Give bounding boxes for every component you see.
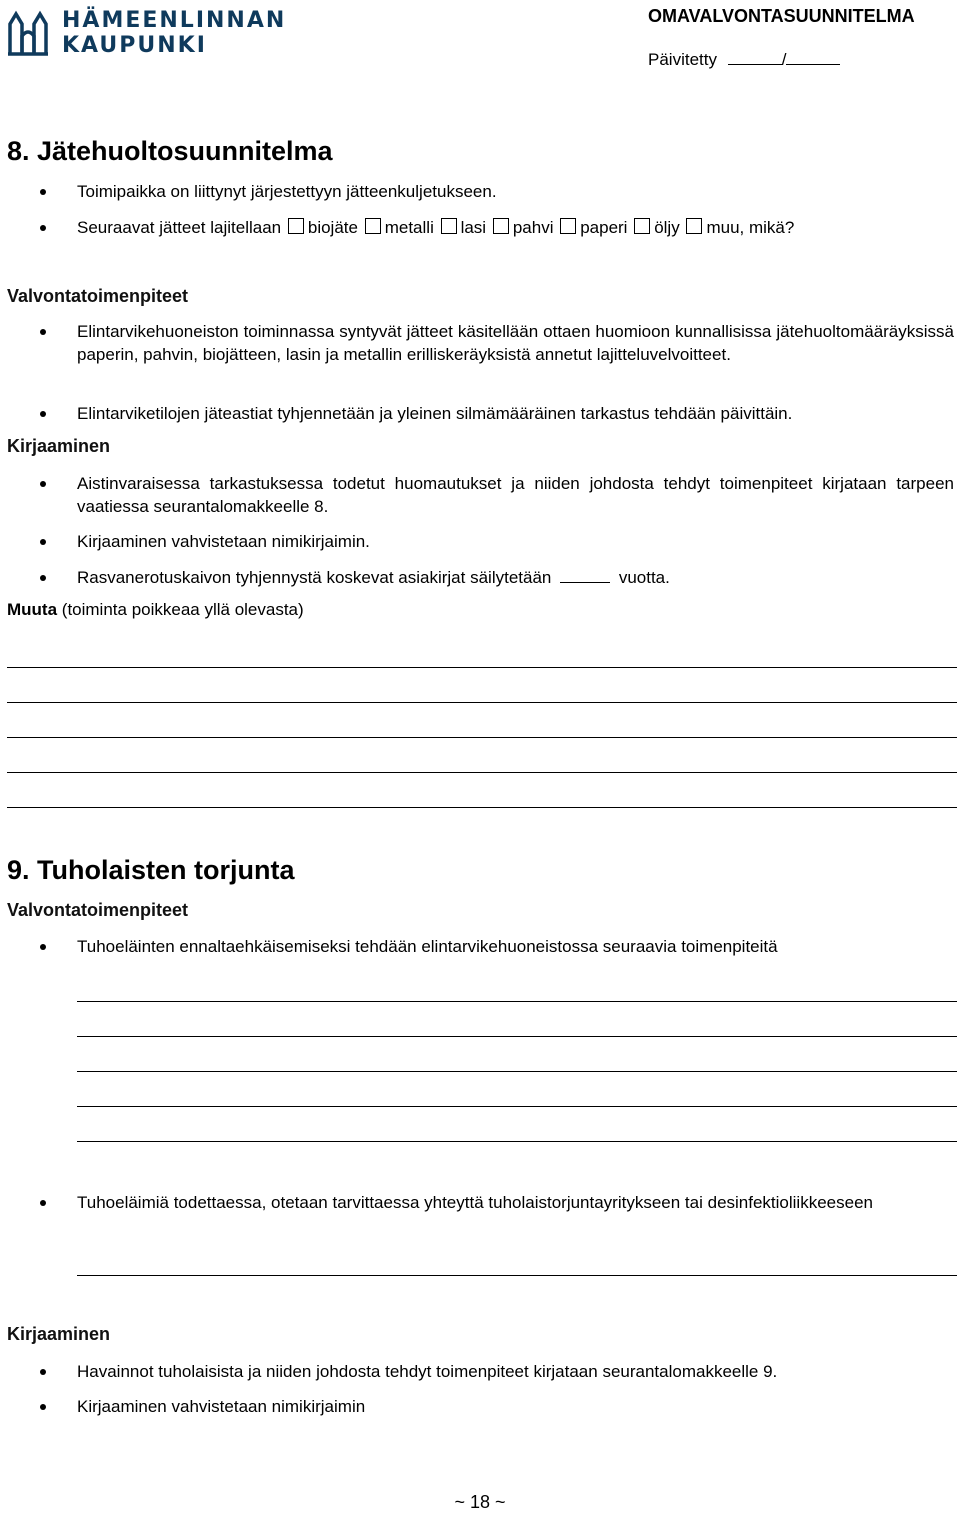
retention-suffix: vuotta. — [618, 568, 670, 587]
updated-date-line — [648, 50, 840, 70]
other-note: (toiminta poikkeaa yllä olevasta) — [61, 600, 304, 619]
other-heading-line — [7, 600, 304, 620]
list-item-text: Kirjaaminen vahvistetaan nimikirjaimin. — [77, 532, 370, 551]
write-line[interactable] — [77, 1106, 957, 1107]
list-item-text: Elintarvikehuoneiston toiminnassa syntyvät jätteet käsitellään ottaen huomioon kunnallisissa jätehuoltomääräyksissä paperin, pahvin, biojätteen, lasin ja metallin erilliskeräyksistä annetut lajitteluvelvoitteet. — [77, 322, 954, 364]
retention-prefix: Rasvanerotuskaivon tyhjennystä koskevat asiakirjat säilytetään — [77, 568, 552, 587]
record-heading: Kirjaaminen — [7, 436, 111, 456]
updated-blank-2[interactable] — [786, 50, 840, 65]
option-label: pahvi — [512, 218, 554, 237]
record-heading: Kirjaaminen — [7, 1324, 111, 1344]
write-line[interactable] — [77, 1275, 957, 1276]
write-line[interactable] — [77, 1001, 957, 1002]
checkbox-muu[interactable] — [686, 218, 702, 234]
write-line[interactable] — [7, 667, 957, 668]
checkbox-pahvi[interactable] — [493, 218, 509, 234]
bullet-icon — [40, 481, 46, 487]
list-item-text: Tuhoeläimiä todettaessa, otetaan tarvittaessa yhteyttä tuholaistorjuntayritykseen tai desinfektioliikkeeseen — [77, 1193, 873, 1212]
city-castle-logo-icon — [6, 6, 50, 56]
bullet-icon — [40, 225, 46, 231]
option-label: muu, mikä? — [706, 218, 795, 237]
bullet-icon — [40, 1404, 46, 1410]
other-heading: Muuta — [7, 600, 58, 619]
option-label: paperi — [580, 218, 628, 237]
page-number: ~ 18 ~ — [454, 1492, 506, 1512]
bullet-icon — [40, 944, 46, 950]
bullet-icon — [40, 189, 46, 195]
retention-years-blank[interactable] — [560, 568, 610, 583]
option-label: biojäte — [307, 218, 358, 237]
write-line[interactable] — [7, 737, 957, 738]
write-line[interactable] — [77, 1071, 957, 1072]
list-item-text: Havainnot tuholaisista ja niiden johdosta tehdyt toimenpiteet kirjataan seurantalomakkeelle 9. — [77, 1362, 778, 1381]
logo-line-2: KAUPUNKI — [62, 33, 207, 58]
document-title: OMAVALVONTASUUNNITELMA — [648, 6, 915, 26]
write-line[interactable] — [77, 1036, 957, 1037]
list-item-text: Tuhoeläinten ennaltaehkäisemiseksi tehdään elintarvikehuoneistossa seuraavia toimenpiteitä — [77, 937, 778, 956]
list-item-text: Toimipaikka on liittynyt järjestettyyn jätteenkuljetukseen. — [77, 182, 497, 201]
section-9-title: 9. Tuholaisten torjunta — [7, 855, 295, 885]
list-item-text: Kirjaaminen vahvistetaan nimikirjaimin — [77, 1397, 366, 1416]
bullet-icon — [40, 329, 46, 335]
section-8-title: 8. Jätehuoltosuunnitelma — [7, 136, 333, 166]
checkbox-metalli[interactable] — [365, 218, 381, 234]
updated-label: Päivitetty — [648, 50, 717, 69]
bullet-icon — [40, 539, 46, 545]
bullet-icon — [40, 411, 46, 417]
list-item-text: Aistinvaraisessa tarkastuksessa todetut huomautukset ja niiden johdosta tehdyt toimenpiteet kirjataan tarpeen vaatiessa seurantalomakkeelle 8. — [77, 474, 954, 516]
control-heading: Valvontatoimenpiteet — [7, 286, 189, 306]
option-label: metalli — [384, 218, 434, 237]
option-label: öljy — [654, 218, 680, 237]
updated-blank-1[interactable] — [728, 50, 782, 65]
logo-line-1: HÄMEENLINNAN — [62, 8, 287, 33]
write-line[interactable] — [7, 772, 957, 773]
bullet-icon — [40, 1200, 46, 1206]
retention-text — [77, 566, 670, 589]
bullet-icon — [40, 575, 46, 581]
city-logo-wordmark — [62, 8, 286, 58]
waste-sorting-prefix: Seuraavat jätteet lajitellaan — [77, 218, 282, 237]
bullet-icon — [40, 1369, 46, 1375]
write-line[interactable] — [77, 1141, 957, 1142]
waste-sorting-text — [77, 216, 794, 239]
option-label: lasi — [460, 218, 487, 237]
updated-separator: / — [781, 50, 787, 69]
write-line[interactable] — [7, 807, 957, 808]
checkbox-oljy[interactable] — [634, 218, 650, 234]
checkbox-lasi[interactable] — [441, 218, 457, 234]
write-line[interactable] — [7, 702, 957, 703]
checkbox-paperi[interactable] — [560, 218, 576, 234]
checkbox-biojate[interactable] — [288, 218, 304, 234]
list-item-text: Elintarviketilojen jäteastiat tyhjennetään ja yleinen silmämääräinen tarkastus tehdään päivittäin. — [77, 404, 793, 423]
control-heading: Valvontatoimenpiteet — [7, 900, 189, 920]
